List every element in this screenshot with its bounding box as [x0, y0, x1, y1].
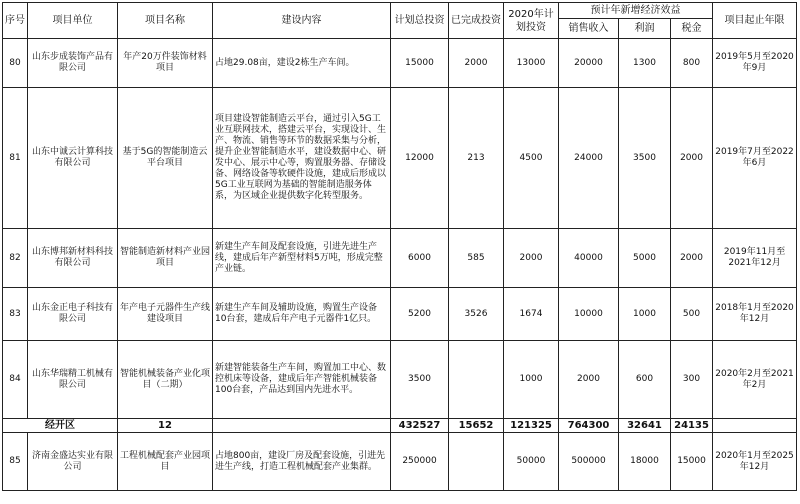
cell-total: 15000	[391, 39, 449, 88]
cell-period: 2020年1月至2025年12月	[713, 433, 797, 491]
cell-content: 占地29.08亩，建设2栋生产车间。	[213, 39, 391, 88]
cell-profit: 600	[619, 341, 671, 419]
cell-name: 智能机械装备产业化项目（二期）	[118, 341, 213, 419]
cell-sales: 500000	[559, 433, 619, 491]
cell-seq: 85	[3, 433, 28, 491]
zone-done: 15652	[449, 419, 504, 433]
cell-unit: 山东中诚云计算科技有限公司	[28, 88, 118, 229]
cell-done: 213	[449, 88, 504, 229]
cell-seq: 83	[3, 288, 28, 341]
cell-period: 2019年5月至2020年9月	[713, 39, 797, 88]
cell-profit: 18000	[619, 433, 671, 491]
cell-name: 工程机械配套产业园项目	[118, 433, 213, 491]
zone-count: 12	[118, 419, 213, 433]
table-row	[3, 88, 797, 229]
cell-name: 年产电子元器件生产线建设项目	[118, 288, 213, 341]
header-sales: 销售收入	[559, 19, 619, 39]
cell-plan2020: 2000	[504, 229, 559, 288]
cell-unit: 山东华瑞精工机械有限公司	[28, 341, 118, 419]
cell-content: 项目建设智能制造云平台，通过引入5G工业互联网技术，搭建云平台，实现设计、生产、物流、销售等环节的数据采集与分析，提升企业智能制造水平，建设数据中心、研发中心、展示中心等，购置服务器、存储设备、网络设备等软硬件设施，建成后形成以5G工业互联网为基础的智能制造服务体系，为区域企业提供数字化转型服务。	[213, 88, 391, 229]
cell-tax: 2000	[671, 88, 713, 229]
cell-sales: 20000	[559, 39, 619, 88]
header-tax: 税金	[671, 19, 713, 39]
header-plan2020: 2020年计划投资	[504, 3, 559, 39]
cell-period: 2019年7月至2022年6月	[713, 88, 797, 229]
header-period: 项目起止年限	[713, 3, 797, 39]
cell-tax: 300	[671, 341, 713, 419]
table-row	[3, 341, 797, 419]
header-unit: 项目单位	[28, 3, 118, 39]
cell-done: 2000	[449, 39, 504, 88]
zone-sales: 764300	[559, 419, 619, 433]
cell-profit: 3500	[619, 88, 671, 229]
cell-profit: 1300	[619, 39, 671, 88]
cell-seq: 80	[3, 39, 28, 88]
header-profit: 利润	[619, 19, 671, 39]
header-seq: 序号	[3, 3, 28, 39]
cell-tax: 800	[671, 39, 713, 88]
cell-plan2020: 50000	[504, 433, 559, 491]
cell-profit: 1000	[619, 288, 671, 341]
header-content: 建设内容	[213, 3, 391, 39]
cell-plan2020: 4500	[504, 88, 559, 229]
cell-done	[449, 341, 504, 419]
zone-period-empty	[713, 419, 797, 433]
cell-content: 新建智能装备生产车间，购置加工中心、数控机床等设备，建成后年产智能机械装备100台套，产品达到国内先进水平。	[213, 341, 391, 419]
cell-tax: 500	[671, 288, 713, 341]
cell-sales: 10000	[559, 288, 619, 341]
cell-total: 250000	[391, 433, 449, 491]
cell-period: 2018年1月至2020年12月	[713, 288, 797, 341]
cell-period: 2020年2月至2021年2月	[713, 341, 797, 419]
zone-content-empty	[213, 419, 391, 433]
cell-total: 5200	[391, 288, 449, 341]
cell-tax: 15000	[671, 433, 713, 491]
cell-content: 新建生产车间及辅助设施，购置生产设备10台套，建成后年产电子元器件1亿只。	[213, 288, 391, 341]
cell-period: 2019年11月至2021年12月	[713, 229, 797, 288]
cell-sales: 2000	[559, 341, 619, 419]
cell-name: 年产20万件装饰材料项目	[118, 39, 213, 88]
cell-total: 12000	[391, 88, 449, 229]
zone-subtotal-row	[3, 419, 797, 433]
table-row	[3, 229, 797, 288]
cell-seq: 84	[3, 341, 28, 419]
cell-seq: 82	[3, 229, 28, 288]
cell-unit: 山东博邦新材料科技有限公司	[28, 229, 118, 288]
cell-sales: 24000	[559, 88, 619, 229]
cell-done	[449, 433, 504, 491]
zone-label: 经开区	[3, 419, 118, 433]
investment-table	[2, 2, 797, 491]
cell-name: 基于5G的智能制造云平台项目	[118, 88, 213, 229]
zone-profit: 32641	[619, 419, 671, 433]
cell-unit: 山东步成装饰产品有限公司	[28, 39, 118, 88]
table-row	[3, 288, 797, 341]
cell-plan2020: 1674	[504, 288, 559, 341]
cell-seq: 81	[3, 88, 28, 229]
cell-content: 新建生产车间及配套设施，引进先进生产线，建成后年产新型材料5万吨，形成完整产业链。	[213, 229, 391, 288]
header-total: 计划总投资	[391, 3, 449, 39]
cell-name: 智能制造新材料产业园项目	[118, 229, 213, 288]
zone-tax: 24135	[671, 419, 713, 433]
cell-plan2020: 1000	[504, 341, 559, 419]
header-done: 已完成投资	[449, 3, 504, 39]
zone-plan2020: 121325	[504, 419, 559, 433]
header-name: 项目名称	[118, 3, 213, 39]
table-row	[3, 39, 797, 88]
header-benefit: 预计年新增经济效益	[559, 3, 713, 19]
cell-unit: 济南金盛达实业有限公司	[28, 433, 118, 491]
cell-sales: 40000	[559, 229, 619, 288]
zone-total: 432527	[391, 419, 449, 433]
cell-tax: 2000	[671, 229, 713, 288]
cell-unit: 山东金正电子科技有限公司	[28, 288, 118, 341]
cell-profit: 5000	[619, 229, 671, 288]
cell-total: 3500	[391, 341, 449, 419]
cell-content: 占地800亩，建设厂房及配套设施，引进先进生产线，打造工程机械配套产业集群。	[213, 433, 391, 491]
cell-total: 6000	[391, 229, 449, 288]
cell-plan2020: 13000	[504, 39, 559, 88]
table-row	[3, 433, 797, 491]
cell-done: 3526	[449, 288, 504, 341]
cell-done: 585	[449, 229, 504, 288]
